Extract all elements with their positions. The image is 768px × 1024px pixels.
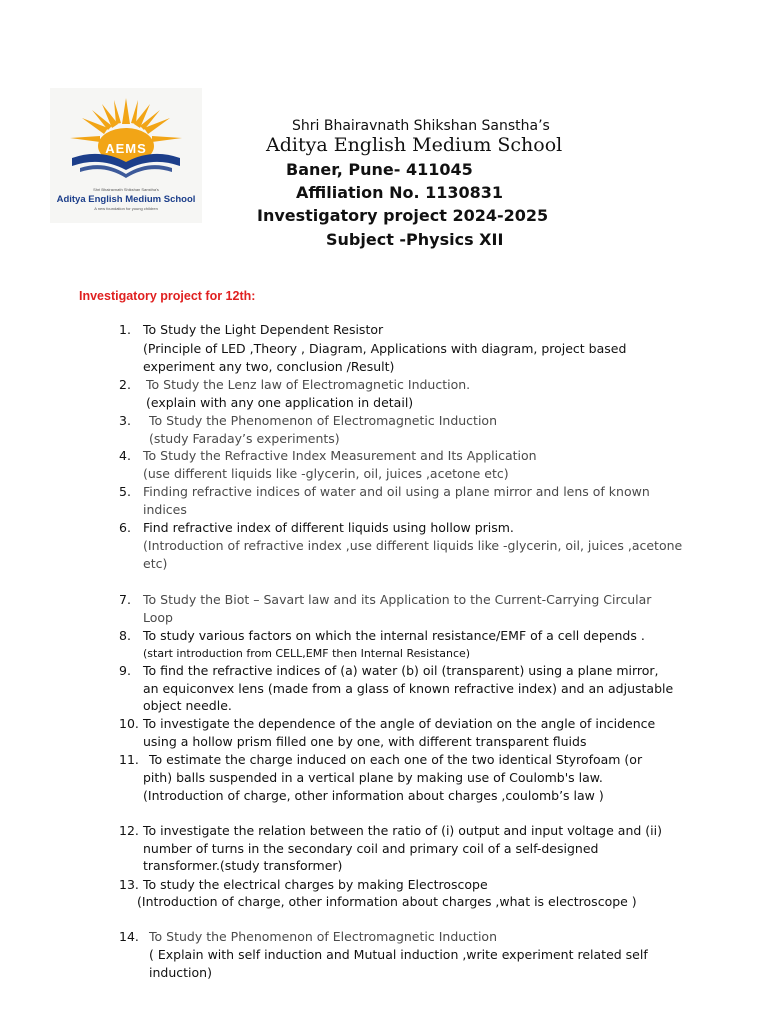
item-8-detail: (start introduction from CELL,EMF then Internal Resistance) xyxy=(143,647,471,660)
item-1-detail: experiment any two, conclusion /Result) xyxy=(143,359,395,374)
item-10-detail: using a hollow prism filled one by one, with different transparent fluids xyxy=(143,734,587,749)
item-6-title: Find refractive index of different liquids using hollow prism. xyxy=(143,520,514,535)
item-number: 8. xyxy=(119,628,131,643)
item-number: 4. xyxy=(119,448,131,463)
item-6-detail: etc) xyxy=(143,556,168,571)
item-14-detail: induction) xyxy=(149,965,212,980)
item-number: 12. xyxy=(119,823,139,838)
item-7-detail: Loop xyxy=(143,610,173,625)
logo-sanstha-text: Shri Bhairavnath Shikshan Sanstha's xyxy=(93,187,159,192)
item-4-title: To Study the Refractive Index Measurement and Its Application xyxy=(143,448,537,463)
item-11-detail: pith) balls suspended in a vertical plane by making use of Coulomb's law. xyxy=(143,770,603,785)
sanstha-name: Shri Bhairavnath Shikshan Sanstha’s xyxy=(292,118,550,134)
logo-school-name: Aditya English Medium School xyxy=(56,194,196,205)
logo-tagline: A new foundation for young children xyxy=(94,206,158,211)
item-number: 1. xyxy=(119,322,131,337)
logo-acronym: AEMS xyxy=(105,141,147,156)
item-9-detail: object needle. xyxy=(143,698,232,713)
item-number: 11. xyxy=(119,752,139,767)
item-7-title: To Study the Biot – Savart law and its Application to the Current-Carrying Circular xyxy=(143,592,652,607)
school-name: Aditya English Medium School xyxy=(266,134,563,156)
item-9-detail: an equiconvex lens (made from a glass of known refractive index) and an adjustable xyxy=(143,681,674,696)
item-number: 10. xyxy=(119,716,139,731)
item-number: 13. xyxy=(119,877,139,892)
item-number: 2. xyxy=(119,377,131,392)
item-number: 3. xyxy=(119,413,131,428)
item-10-title: To investigate the dependence of the angle of deviation on the angle of incidence xyxy=(143,716,656,731)
item-6-detail: (Introduction of refractive index ,use different liquids like -glycerin, oil, juices ,acetone xyxy=(143,538,683,553)
item-1-title: To Study the Light Dependent Resistor xyxy=(143,322,384,337)
item-5-detail: indices xyxy=(143,502,187,517)
project-title: Investigatory project 2024-2025 xyxy=(257,206,549,225)
affiliation-number: Affiliation No. 1130831 xyxy=(296,183,504,202)
item-number: 7. xyxy=(119,592,131,607)
item-number: 14. xyxy=(119,929,139,944)
item-8-title: To study various factors on which the internal resistance/EMF of a cell depends . xyxy=(143,628,645,643)
item-11-detail: (Introduction of charge, other information about charges ,coulomb’s law ) xyxy=(143,788,604,803)
item-12-detail: transformer.(study transformer) xyxy=(143,858,343,873)
item-number: 6. xyxy=(119,520,131,535)
school-logo xyxy=(50,88,202,223)
item-11-title: To estimate the charge induced on each one of the two identical Styrofoam (or xyxy=(149,752,643,767)
item-2-detail: (explain with any one application in detail) xyxy=(146,395,414,410)
item-14-title: To Study the Phenomenon of Electromagnetic Induction xyxy=(149,929,497,944)
item-13-title: To study the electrical charges by making Electroscope xyxy=(143,877,488,892)
item-2-title: To Study the Lenz law of Electromagnetic Induction. xyxy=(146,377,471,392)
item-3-detail: (study Faraday’s experiments) xyxy=(149,431,340,446)
item-12-title: To investigate the relation between the ratio of (i) output and input voltage and (ii) xyxy=(143,823,662,838)
subject-title: Subject -Physics XII xyxy=(326,230,504,249)
item-1-detail: (Principle of LED ,Theory , Diagram, Applications with diagram, project based xyxy=(143,341,627,356)
item-14-detail: ( Explain with self induction and Mutual induction ,write experiment related self xyxy=(149,947,648,962)
item-5-title: Finding refractive indices of water and oil using a plane mirror and lens of known xyxy=(143,484,650,499)
item-4-detail: (use different liquids like -glycerin, oil, juices ,acetone etc) xyxy=(143,466,509,481)
section-title: Investigatory project for 12th: xyxy=(79,289,256,303)
item-3-title: To Study the Phenomenon of Electromagnetic Induction xyxy=(149,413,497,428)
item-13-detail: (Introduction of charge, other information about charges ,what is electroscope ) xyxy=(137,894,637,909)
item-9-title: To find the refractive indices of (a) water (b) oil (transparent) using a plane mirror, xyxy=(143,663,659,678)
item-number: 5. xyxy=(119,484,131,499)
sun-book-emblem-icon xyxy=(50,88,202,188)
item-number: 9. xyxy=(119,663,131,678)
school-address: Baner, Pune- 411045 xyxy=(286,160,473,179)
item-12-detail: number of turns in the secondary coil and primary coil of a self-designed xyxy=(143,841,599,856)
